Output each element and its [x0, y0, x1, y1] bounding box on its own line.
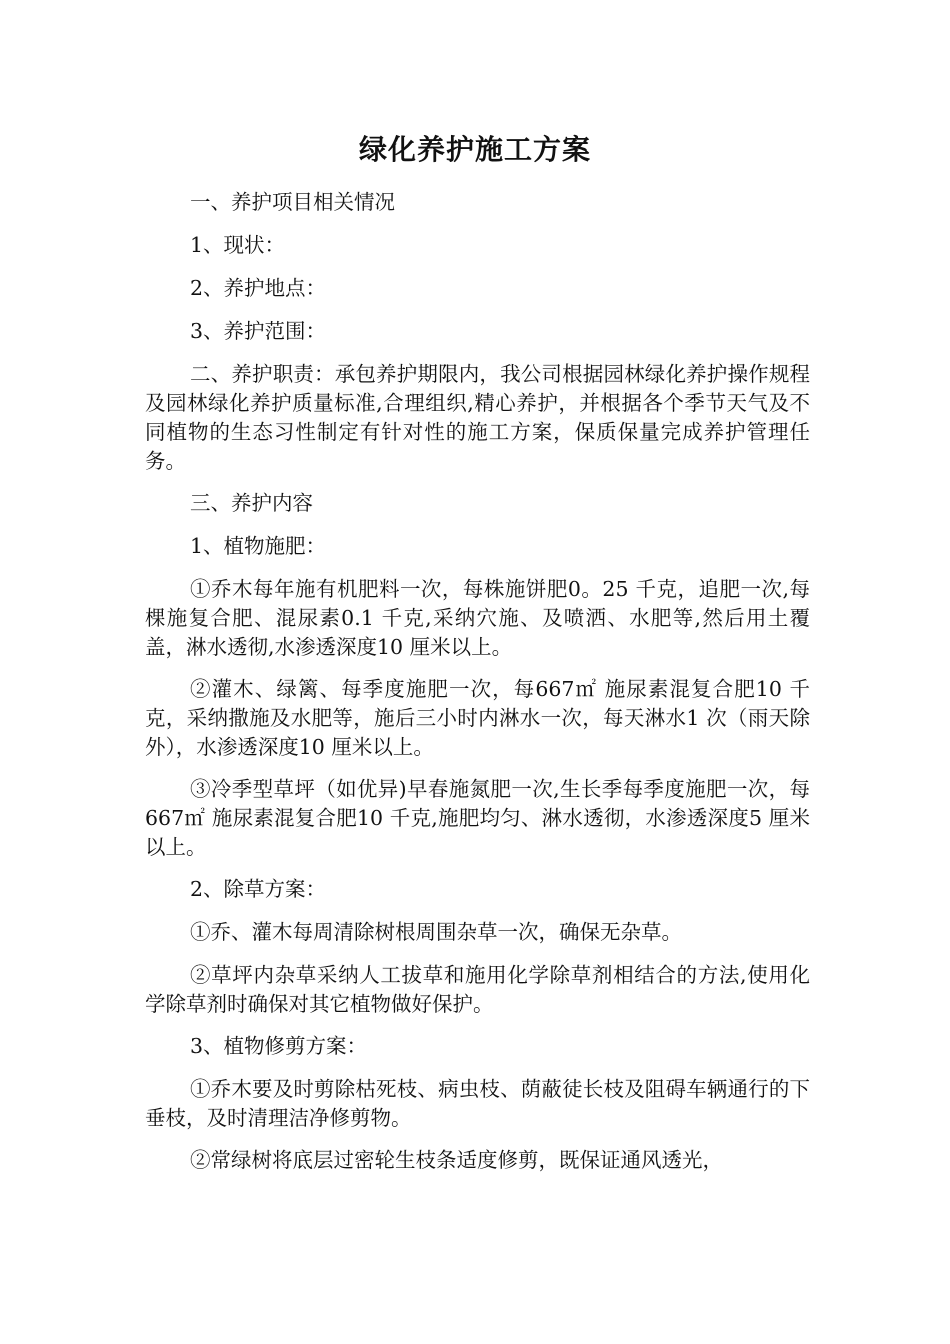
section-heading-1: 一、养护项目相关情况 — [190, 190, 395, 214]
item-scope: 3、养护范围： — [190, 319, 327, 343]
fertilizing-lawn: ③冷季型草坪（如优异)早春施氮肥一次,生长季每季度施肥一次，每667㎡ 施尿素混复合肥10 千克,施肥均匀、淋水透彻，水渗透深度5 厘米以上。 — [145, 777, 810, 859]
subheading-fertilizing: 1、植物施肥： — [190, 534, 327, 558]
item-status: 1、现状： — [190, 233, 286, 257]
pruning-trees: ①乔木要及时剪除枯死枝、病虫枝、荫蔽徒长枝及阻碍车辆通行的下垂枝，及时清理洁净修剪物。 — [145, 1077, 810, 1130]
section-heading-3: 三、养护内容 — [190, 491, 313, 515]
fertilizing-shrubs: ②灌木、绿篱、每季度施肥一次，每667㎡ 施尿素混复合肥10 千克，采纳撒施及水肥等，施后三小时内淋水一次，每天淋水1 次（雨天除外），水渗透深度10 厘米以上。 — [145, 677, 810, 759]
fertilizing-trees: ①乔木每年施有机肥料一次，每株施饼肥0。25 千克，追肥一次,每棵施复合肥、混尿素0.1 千克,采纳穴施、及喷洒、水肥等,然后用土覆盖，淋水透彻,水渗透深度10 厘米以上。 — [145, 577, 810, 659]
document-body — [145, 188, 810, 1188]
item-location: 2、养护地点： — [190, 276, 327, 300]
pruning-evergreen: ②常绿树将底层过密轮生枝条适度修剪，既保证通风透光， — [190, 1148, 723, 1172]
subheading-weeding: 2、除草方案： — [190, 877, 327, 901]
document-title: 绿化养护施工方案 — [358, 133, 591, 166]
weeding-lawn: ②草坪内杂草采纳人工拔草和施用化学除草剂相结合的方法,使用化学除草剂时确保对其它植物做好保护。 — [145, 963, 810, 1016]
section-responsibility: 二、养护职责：承包养护期限内，我公司根据园林绿化养护操作规程及园林绿化养护质量标准,合理组织,精心养护，并根据各个季节天气及不同植物的生态习性制定有针对性的施工方案，保质保量完成养护管理任务。 — [145, 362, 810, 473]
weeding-trees: ①乔、灌木每周清除树根周围杂草一次，确保无杂草。 — [190, 920, 682, 944]
subheading-pruning: 3、植物修剪方案： — [190, 1034, 368, 1058]
